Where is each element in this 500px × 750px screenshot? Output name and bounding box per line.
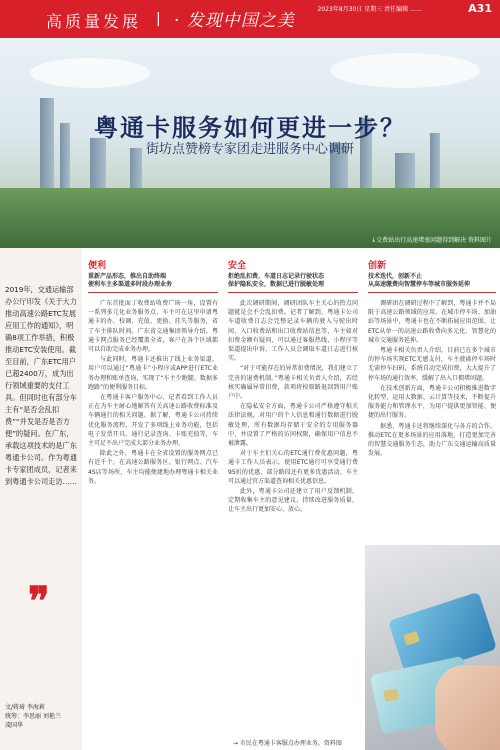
column-innovation bbox=[368, 258, 496, 569]
intro-column bbox=[0, 248, 82, 750]
column-body bbox=[368, 299, 496, 569]
paragraph: 对于车主们关心的ETC通行费优惠问题，粤通卡工作人员表示，使用ETC通行可享受通行费95折的优惠，部分路段还有更多优惠活动。车主可以通过官方渠道查询相关优惠信息。 bbox=[228, 450, 358, 485]
paragraph: 在隐私安全方面，粤通卡公司严格遵守相关法律法规，对用户的个人信息和通行数据进行脱敏处理，所有数据均存储于安全的专用服务器中，并设置了严格的访问权限，确保用户信息不被泄露。 bbox=[228, 403, 358, 448]
banner-divider: | bbox=[156, 11, 161, 27]
column-body bbox=[88, 299, 218, 486]
column-rule bbox=[88, 292, 218, 293]
editor-credit: 文/蒋琦 李海莉 统筹：李思丽 刘艳兰 凌国华 bbox=[5, 704, 61, 729]
paragraph: 据悉，粤通卡还将继续深化与各方的合作，推动ETC在更多场景的应用落地，打造更加完善的智慧交通服务生态，助力广东交通运输高质量发展。 bbox=[368, 422, 496, 458]
article-subheadline: 街坊点赞榜专家团走进服务中心调研 bbox=[145, 142, 354, 157]
paragraph: 调研团在调研过程中了解到，粤通卡并不局限于高速公路领域的应用。在城市停车场、加油站等场景中，粤通卡也在不断拓展应用范围，让ETC从单一的高速公路收费向多元化、智慧化的城市交通服务延伸。 bbox=[368, 300, 496, 344]
paragraph: 在技术创新方面，粤通卡公司积极推进数字化转型，运用大数据、云计算等技术，不断提升服务能力和管理水平，为用户提供更加智能、便捷的出行服务。 bbox=[368, 384, 496, 420]
column-subtitle: 技术迭代，创新不止 从高速缴费向智慧停车等城市服务延伸 bbox=[368, 273, 471, 288]
column-convenience bbox=[88, 258, 218, 487]
column-rule bbox=[228, 292, 358, 293]
page-number: A31 bbox=[468, 2, 492, 15]
paragraph: 此外，粤通卡公司还建立了用户反馈机制，定期收集车主的意见建议，持续改进服务质量，让车主出行更加安心、放心。 bbox=[228, 488, 358, 514]
intro-text: 2019年，交通运输部办公厅印发《关于大力推动高速公路ETC发展应用工作的通知》，明确8项工作举措，积极推动ETC安装使用。截至目前，广东ETC用户已超2400万，成为出行领域重要的支付工具。但同时也有部分车主有“是否会乱扣费”“并发是否是否方便”的疑问。在广东，承载这项技术的是广东粤通卡公司。作为粤通卡专家团成员，记者来到粤通卡公司走访…… bbox=[5, 285, 77, 486]
banner-slogan: · 发现中国之美 bbox=[174, 11, 295, 31]
column-subtitle: 拒绝乱扣费，车道日志记录行驶状态 保护隐私安全，数据已进行脱敏处理 bbox=[228, 273, 325, 288]
paragraph: 广东首批面丁收费站收费广场一角，设置有一系列多元化业务服务点，车主可在这里申请粤通卡的办、校调、充值、更换、挂失等服务，省了车主排队时间。广东省交通集团领导介绍，粤通卡网点服务已经覆盖全省，客户在各个区域都可以自助完成业务办理。 bbox=[88, 300, 218, 354]
paragraph: 粤通卡相关负责人介绍，目前已在多个城市的停车场实现ETC无感支付，车主驶离停车场时无需停车扫码，系统自动完成扣费，大大提升了停车场的通行效率，缓解了出入口拥堵问题。 bbox=[368, 347, 496, 382]
quote-mark-icon: ❞ bbox=[28, 578, 50, 625]
top-banner bbox=[0, 0, 500, 38]
paragraph: 在粤通卡客户服务中心，记者看到工作人员正在为车主耐心地解答有关高速公路收费标准及车辆通行的相关问题。据了解，粤通卡公司持续优化服务流程，开发了多项线上业务功能，包括电子发票开具、通行记录查询、卡账充值等，车主可足不出户完成大部分业务办理。 bbox=[88, 394, 218, 448]
paragraph: 除此之外，粤通卡在全省设置的服务网点已有近千个，在高速公路服务区、银行网点、汽车4S店等场所，车主均能便捷地办理粤通卡相关业务。 bbox=[88, 450, 218, 485]
paragraph: “对于可能存在的异常扣费情况，我们建立了完善的退费机制。”粤通卡相关负责人介绍，若经核实确属异常扣费，款项将按原路退回到用户账户中。 bbox=[228, 365, 358, 401]
column-footer: → 市民在粤通卡客服点办理业务。资料图 bbox=[233, 740, 342, 747]
column-tag: 安全 bbox=[228, 261, 247, 271]
column-tag: 创新 bbox=[368, 261, 387, 271]
photo-caption: ↓交费站出行高速堵塞问题得到解决 资料图片 bbox=[371, 237, 492, 244]
column-security bbox=[228, 258, 358, 516]
hand-image bbox=[435, 665, 500, 750]
column-tag: 便利 bbox=[88, 261, 107, 271]
section-title: 高质量发展 bbox=[46, 12, 142, 31]
article-headline: 粤通卡服务如何更进一步？ bbox=[94, 113, 406, 142]
column-subtitle: 重新产品形态，推出自助终端 便利车主多渠道多时段办理业务 bbox=[88, 273, 173, 288]
etc-card-photo bbox=[365, 545, 500, 750]
paragraph: 与此同时，粤通卡还推出了线上业务渠道，用户可以通过“粤通卡”小程序或APP进行ETC业务办理和账单查询，实现了“车主少跑腿、数据多跑路”的便利服务目标。 bbox=[88, 356, 218, 391]
column-rule bbox=[368, 292, 496, 293]
paragraph: 此次调研期间，调研团队车主关心的热点问题就是会不会乱扣费。记者了解到，粤通卡公司车道收费日志会完整记录车辆的驶入与驶出时间、入口收费站和出口收费站信息等，车主如对扣费金额有疑问，可以通过客服热线、小程序等渠道提出申诉，工作人员会调取车道日志进行核实。 bbox=[228, 300, 358, 363]
column-body bbox=[228, 299, 358, 515]
issue-date: 2023年8月30日 星期三 责任编辑 …… bbox=[317, 6, 422, 13]
hero-photo bbox=[0, 38, 500, 248]
